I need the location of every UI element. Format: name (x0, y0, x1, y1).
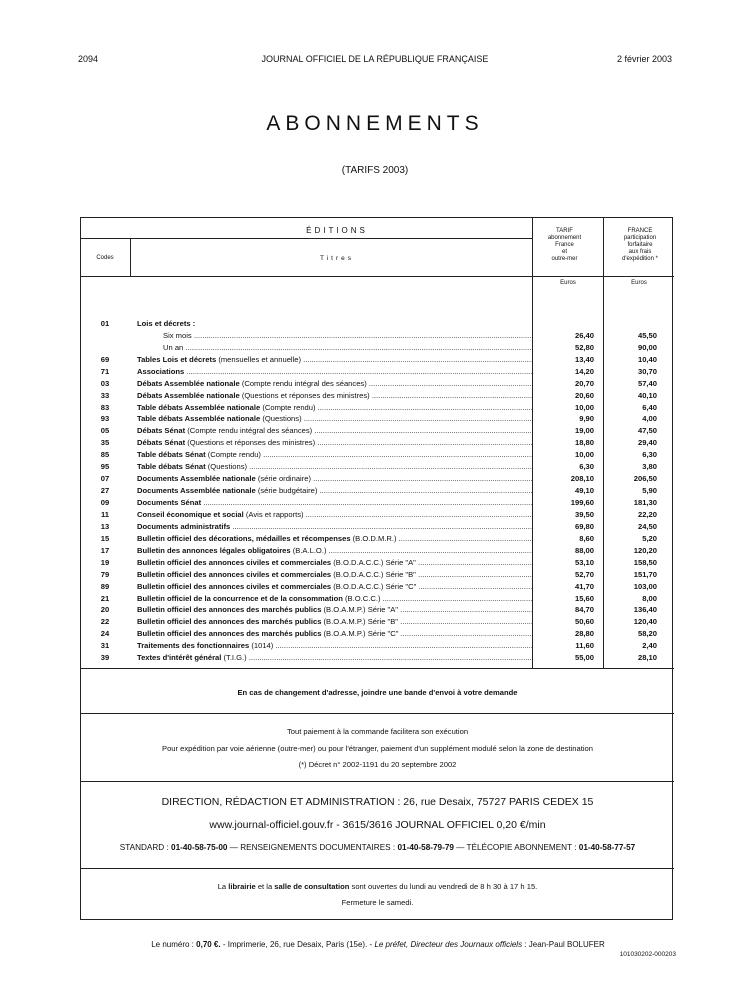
row-france: 40,10 (637, 390, 657, 400)
row-title (137, 533, 533, 545)
journal-title: JOURNAL OFFICIEL DE LA RÉPUBLIQUE FRANÇAISE (261, 54, 489, 64)
france-header-line: d'expédition * (622, 256, 658, 262)
table-row (81, 640, 674, 652)
row-title (137, 545, 533, 557)
row-france: 6,40 (642, 402, 657, 412)
row-france: 22,20 (637, 509, 657, 519)
tarif-header-line: et (561, 249, 567, 255)
row-title-bold: Textes d'intérêt général (137, 653, 222, 663)
row-code: 11 (100, 509, 110, 519)
row-title-bold: Bulletin officiel des annonces des marchés publics (137, 617, 322, 627)
director-title: Le préfet, Directeur des Journaux officiels (374, 940, 523, 949)
codes-header: Codes (96, 255, 114, 261)
row-title-rest: (Questions et réponses des ministres) (185, 438, 316, 448)
row-code: 85 (100, 450, 110, 460)
row-france: 24,50 (637, 521, 657, 531)
row-title-rest: (B.O.C.C.) (342, 593, 381, 603)
row-france: 28,10 (637, 653, 657, 663)
row-title-rest: (Compte rendu) (205, 450, 261, 460)
printer-address: - Imprimerie, 26, rue Desaix, Paris (15e). - (220, 940, 375, 949)
row-title-rest: (Compte rendu) (260, 402, 316, 412)
table-row (81, 437, 674, 449)
table-row (81, 604, 674, 616)
row-france: 57,40 (637, 378, 657, 388)
table-row (81, 628, 674, 640)
row-title (137, 640, 533, 652)
table-row (81, 521, 674, 533)
titres-header: Titres (319, 255, 354, 262)
france-header-line: forfaitaire (627, 242, 653, 248)
table-row (81, 378, 674, 390)
row-france: 5,20 (642, 533, 657, 543)
row-title (137, 569, 533, 581)
library-text: La (217, 882, 229, 891)
row-tarif: 55,00 (574, 653, 594, 663)
table-row (81, 616, 674, 628)
row-title (163, 330, 533, 342)
row-code: 07 (100, 474, 110, 484)
row-title-rest: (B.A.L.O.) (290, 545, 327, 555)
row-code: 17 (100, 545, 110, 555)
france-header-line: aux frais (628, 249, 652, 255)
issue-date: 2 février 2003 (616, 54, 672, 64)
row-code: 71 (100, 366, 110, 376)
row-title-bold: Table débats Assemblée nationale (137, 402, 261, 412)
row-france: 10,40 (637, 354, 657, 364)
table-row (81, 581, 674, 593)
row-tarif: 26,40 (574, 330, 594, 340)
row-title (137, 593, 533, 605)
row-title-rest: (B.O.A.M.P.) Série "C" (321, 629, 399, 639)
france-header-line: FRANCE (627, 228, 653, 234)
row-title (137, 509, 533, 521)
row-title-bold: Débats Assemblée nationale (137, 378, 240, 388)
row-title-rest: (B.O.A.M.P.) Série "B" (321, 617, 398, 627)
row-code: 79 (100, 569, 110, 579)
row-title-rest: (Questions) (260, 414, 302, 424)
row-france: 90,00 (637, 342, 657, 352)
row-title-bold: Débats Sénat (137, 438, 186, 448)
row-code: 31 (100, 641, 110, 651)
row-code: 09 (100, 498, 110, 507)
row-france: 3,80 (642, 462, 657, 472)
table-row (81, 413, 674, 425)
row-france: 29,40 (637, 438, 657, 448)
row-tarif: 20,60 (574, 390, 594, 400)
row-france: 2,40 (642, 641, 657, 651)
row-title (137, 521, 533, 533)
row-france: 206,50 (633, 474, 657, 484)
table-row (81, 485, 674, 497)
table-row (81, 461, 674, 473)
editions-rule (81, 238, 532, 239)
row-title-rest: (B.O.D.M.R.) (350, 533, 397, 543)
row-tarif: 11,60 (575, 641, 594, 651)
row-title (137, 437, 533, 449)
table-row (81, 318, 674, 330)
direction-bottom-rule (81, 868, 674, 869)
telecopie-number: 01-40-58-77-57 (578, 843, 636, 852)
row-tarif: 50,60 (574, 617, 594, 627)
row-title-bold: Table débats Assemblée nationale (137, 414, 261, 424)
row-tarif: 52,70 (574, 569, 594, 579)
direction-address: DIRECTION, RÉDACTION ET ADMINISTRATION : 26, rue Desaix, 75727 PARIS CEDEX 15 (161, 796, 594, 808)
standard-label: STANDARD : (119, 843, 169, 852)
row-code: 19 (100, 557, 110, 567)
row-title-rest: (1014) (249, 641, 274, 651)
library-text: sont ouvertes du lundi au vendredi de 8 h 30 à 17 h 15. (349, 882, 538, 891)
rens-label: — RENSEIGNEMENTS DOCUMENTAIRES : (227, 843, 396, 852)
row-tarif: 15,60 (574, 593, 594, 603)
france-unit: Euros (631, 280, 647, 286)
row-title-rest: (mensuelles et annuelle) (216, 354, 302, 364)
row-france: 45,50 (637, 330, 657, 340)
row-tarif: 39,50 (574, 509, 594, 519)
row-title (137, 318, 533, 330)
row-title-bold: Documents Assemblée nationale (137, 474, 256, 484)
decree-reference: (*) Décret n° 2002-1191 du 20 septembre 2002 (298, 760, 457, 769)
row-tarif: 8,60 (579, 533, 594, 543)
tariff-rows (81, 306, 674, 664)
row-title (137, 473, 533, 485)
row-tarif: 6,30 (579, 462, 594, 472)
row-france: 120,40 (633, 617, 657, 627)
table-row (81, 545, 674, 557)
row-title-bold: Conseil économique et social (137, 509, 244, 519)
row-tarif: 208,10 (570, 474, 594, 484)
row-title-bold: Table débats Sénat (137, 450, 206, 460)
row-tarif: 41,70 (574, 581, 594, 591)
row-france: 47,50 (637, 426, 657, 436)
library-hours (81, 882, 674, 891)
page-number: 2094 (78, 54, 99, 64)
consultation-room: salle de consultation (274, 882, 350, 891)
page-footer (80, 940, 676, 958)
footer-imprint (80, 940, 676, 949)
row-title-rest: Un an (163, 342, 184, 352)
row-tarif: 19,00 (574, 426, 594, 436)
france-header-line: participation (623, 235, 657, 241)
row-title-bold: Débats Assemblée nationale (137, 390, 240, 400)
row-title-rest: Six mois (163, 330, 192, 340)
row-code: 35 (100, 438, 110, 448)
director-name: : Jean-Paul BOLUFER (522, 940, 605, 949)
footer-reference: 101030202-000203 (619, 951, 676, 958)
row-title-bold: Bulletin des annonces légales obligatoires (137, 545, 291, 555)
row-code: 05 (100, 426, 110, 436)
row-title-rest: (Questions) (205, 462, 248, 472)
tarif-header-line: TARIF (556, 228, 573, 234)
row-code: 24 (100, 629, 110, 639)
row-france: 4,00 (642, 414, 657, 424)
row-title-rest: (B.O.D.A.C.C.) Série "A" (331, 557, 416, 567)
row-title-bold: Associations (137, 366, 185, 376)
table-row (81, 402, 674, 414)
table-row (81, 366, 674, 378)
row-title-bold: Bulletin officiel des décorations, médailles et récompenses (137, 533, 351, 543)
website-line: www.journal-officiel.gouv.fr - 3615/3616 JOURNAL OFFICIEL 0,20 €/min (209, 819, 546, 831)
row-title-rest: (T.I.G.) (221, 653, 247, 663)
row-code: 93 (100, 414, 110, 424)
row-title-bold: Bulletin officiel des annonces des marchés publics (137, 605, 322, 615)
row-title (137, 449, 533, 461)
row-title (137, 616, 533, 628)
table-row (81, 497, 674, 509)
row-title-bold: Bulletin officiel des annonces civiles et commerciales (137, 581, 332, 591)
row-code: 21 (100, 593, 110, 603)
row-tarif: 20,70 (574, 378, 594, 388)
table-row (81, 557, 674, 569)
row-title (137, 413, 533, 425)
row-france: 103,00 (633, 581, 657, 591)
tarif-header-line: France (555, 242, 574, 248)
tarif-header-line: abonnement (547, 235, 582, 241)
row-code: 20 (100, 605, 110, 615)
row-title-bold: Tables Lois et décrets (137, 354, 217, 364)
row-title-bold: Bulletin officiel des annonces des marchés publics (137, 629, 322, 639)
tarif-unit: Euros (560, 280, 576, 286)
row-title-bold: Lois et décrets : (137, 318, 196, 328)
table-bottom-rule (81, 668, 674, 669)
tarif-header (534, 228, 595, 263)
payment-line-1: Tout paiement à la commande facilitera son exécution (286, 727, 469, 736)
library-text: et la (255, 882, 275, 891)
row-title-rest: (Compte rendu intégral des séances) (239, 378, 367, 388)
row-tarif: 10,00 (574, 402, 594, 412)
row-code: 22 (100, 617, 110, 627)
table-row (81, 473, 674, 485)
row-code: 13 (100, 521, 110, 531)
row-title-bold: Documents administratifs (137, 521, 231, 531)
row-code: 03 (100, 378, 110, 388)
table-row (81, 569, 674, 581)
notice-bottom-rule (81, 713, 674, 714)
editions-header: ÉDITIONS (306, 226, 368, 235)
row-france: 120,20 (633, 545, 657, 555)
telecopie-label: — TÉLÉCOPIE ABONNEMENT : (453, 843, 577, 852)
contact-numbers (81, 843, 674, 852)
row-title (137, 390, 533, 402)
row-title (137, 628, 533, 640)
row-title (137, 497, 533, 509)
table-row (81, 342, 674, 354)
row-tarif: 88,00 (574, 545, 594, 555)
row-france: 5,90 (642, 486, 657, 496)
row-france: 30,70 (637, 366, 657, 376)
table-row (81, 354, 674, 366)
row-france: 158,50 (633, 557, 657, 567)
header-bottom-rule (81, 276, 674, 277)
table-row (81, 533, 674, 545)
france-header (606, 228, 674, 263)
row-code: 83 (100, 402, 110, 412)
row-code: 15 (100, 533, 110, 543)
row-france: 58,20 (637, 629, 657, 639)
row-code: 69 (100, 354, 110, 364)
row-title (137, 557, 533, 569)
row-title (137, 604, 533, 616)
table-row (81, 425, 674, 437)
row-code: 39 (100, 653, 110, 663)
row-title-rest: (série ordinaire) (255, 474, 312, 484)
row-tarif: 84,70 (574, 605, 594, 615)
row-title-rest: (B.O.D.A.C.C.) Série "C" (331, 581, 417, 591)
row-title-bold: Traitements des fonctionnaires (137, 641, 250, 651)
subscription-table-frame (80, 217, 673, 920)
page-subtitle: (TARIFS 2003) (341, 165, 409, 176)
row-title (137, 378, 533, 390)
row-tarif: 49,10 (574, 486, 594, 496)
row-title (137, 581, 533, 593)
row-code: 27 (100, 486, 110, 496)
row-title-rest: (B.O.D.A.C.C.) Série "B" (331, 569, 416, 579)
row-france: 181,30 (633, 498, 657, 507)
table-row (81, 652, 674, 664)
row-title-bold: Débats Sénat (137, 426, 186, 436)
row-tarif: 10,00 (574, 450, 594, 460)
row-tarif: 9,90 (579, 414, 594, 424)
row-title-bold: Documents Sénat (137, 498, 202, 507)
row-title (137, 461, 533, 473)
row-code: 89 (100, 581, 110, 591)
row-title (137, 485, 533, 497)
row-code: 33 (100, 390, 110, 400)
row-code: 95 (100, 462, 110, 472)
row-france: 151,70 (633, 569, 657, 579)
row-title-bold: Bulletin officiel de la concurrence et de la consommation (137, 593, 343, 603)
row-title-rest: (série budgétaire) (255, 486, 318, 496)
row-france: 8,00 (642, 593, 657, 603)
row-code: 01 (100, 318, 110, 328)
table-row (81, 330, 674, 342)
issue-price: 0,70 €. (196, 940, 221, 949)
row-tarif: 52,80 (574, 342, 594, 352)
row-tarif: 14,20 (574, 366, 594, 376)
table-row (81, 390, 674, 402)
row-title (137, 354, 533, 366)
row-title (137, 366, 533, 378)
library-word: librairie (228, 882, 256, 891)
row-france: 6,30 (642, 450, 657, 460)
row-tarif: 69,80 (574, 521, 594, 531)
row-title (163, 342, 533, 354)
table-row (81, 449, 674, 461)
standard-number: 01-40-58-75-00 (171, 843, 228, 852)
payment-line-2: Pour expédition par voie aérienne (outre-mer) ou pour l'étranger, paiement d'un supplément modulé selon la zone de destination (162, 744, 593, 753)
page-header (78, 54, 672, 68)
row-title (137, 652, 533, 664)
row-title (137, 402, 533, 414)
row-tarif: 18,80 (574, 438, 594, 448)
page-title: ABONNEMENTS (266, 112, 484, 135)
row-france: 136,40 (633, 605, 657, 615)
rens-number: 01-40-58-79-79 (397, 843, 454, 852)
table-row (81, 593, 674, 605)
row-title-rest: (B.O.A.M.P.) Série "A" (321, 605, 398, 615)
table-row (81, 509, 674, 521)
row-tarif: 199,60 (570, 498, 594, 507)
row-title-bold: Documents Assemblée nationale (137, 486, 256, 496)
tarif-header-line: outre-mer (551, 256, 578, 262)
row-tarif: 13,40 (574, 354, 594, 364)
row-title-rest: (Avis et rapports) (243, 509, 304, 519)
row-title-rest: (Compte rendu intégral des séances) (185, 426, 313, 436)
row-tarif: 53,10 (574, 557, 594, 567)
row-title-rest: (Questions et réponses des ministres) (239, 390, 370, 400)
row-title-bold: Table débats Sénat (137, 462, 206, 472)
rows-spacer (81, 306, 674, 318)
row-title-bold: Bulletin officiel des annonces civiles et commerciales (137, 569, 332, 579)
price-label: Le numéro : (151, 940, 194, 949)
address-change-notice: En cas de changement d'adresse, joindre une bande d'envoi à votre demande (237, 688, 518, 697)
payment-bottom-rule (81, 781, 674, 782)
row-title (137, 425, 533, 437)
row-title-bold: Bulletin officiel des annonces civiles et commerciales (137, 557, 332, 567)
row-tarif: 28,80 (574, 629, 594, 639)
library-closing: Fermeture le samedi. (341, 898, 414, 907)
